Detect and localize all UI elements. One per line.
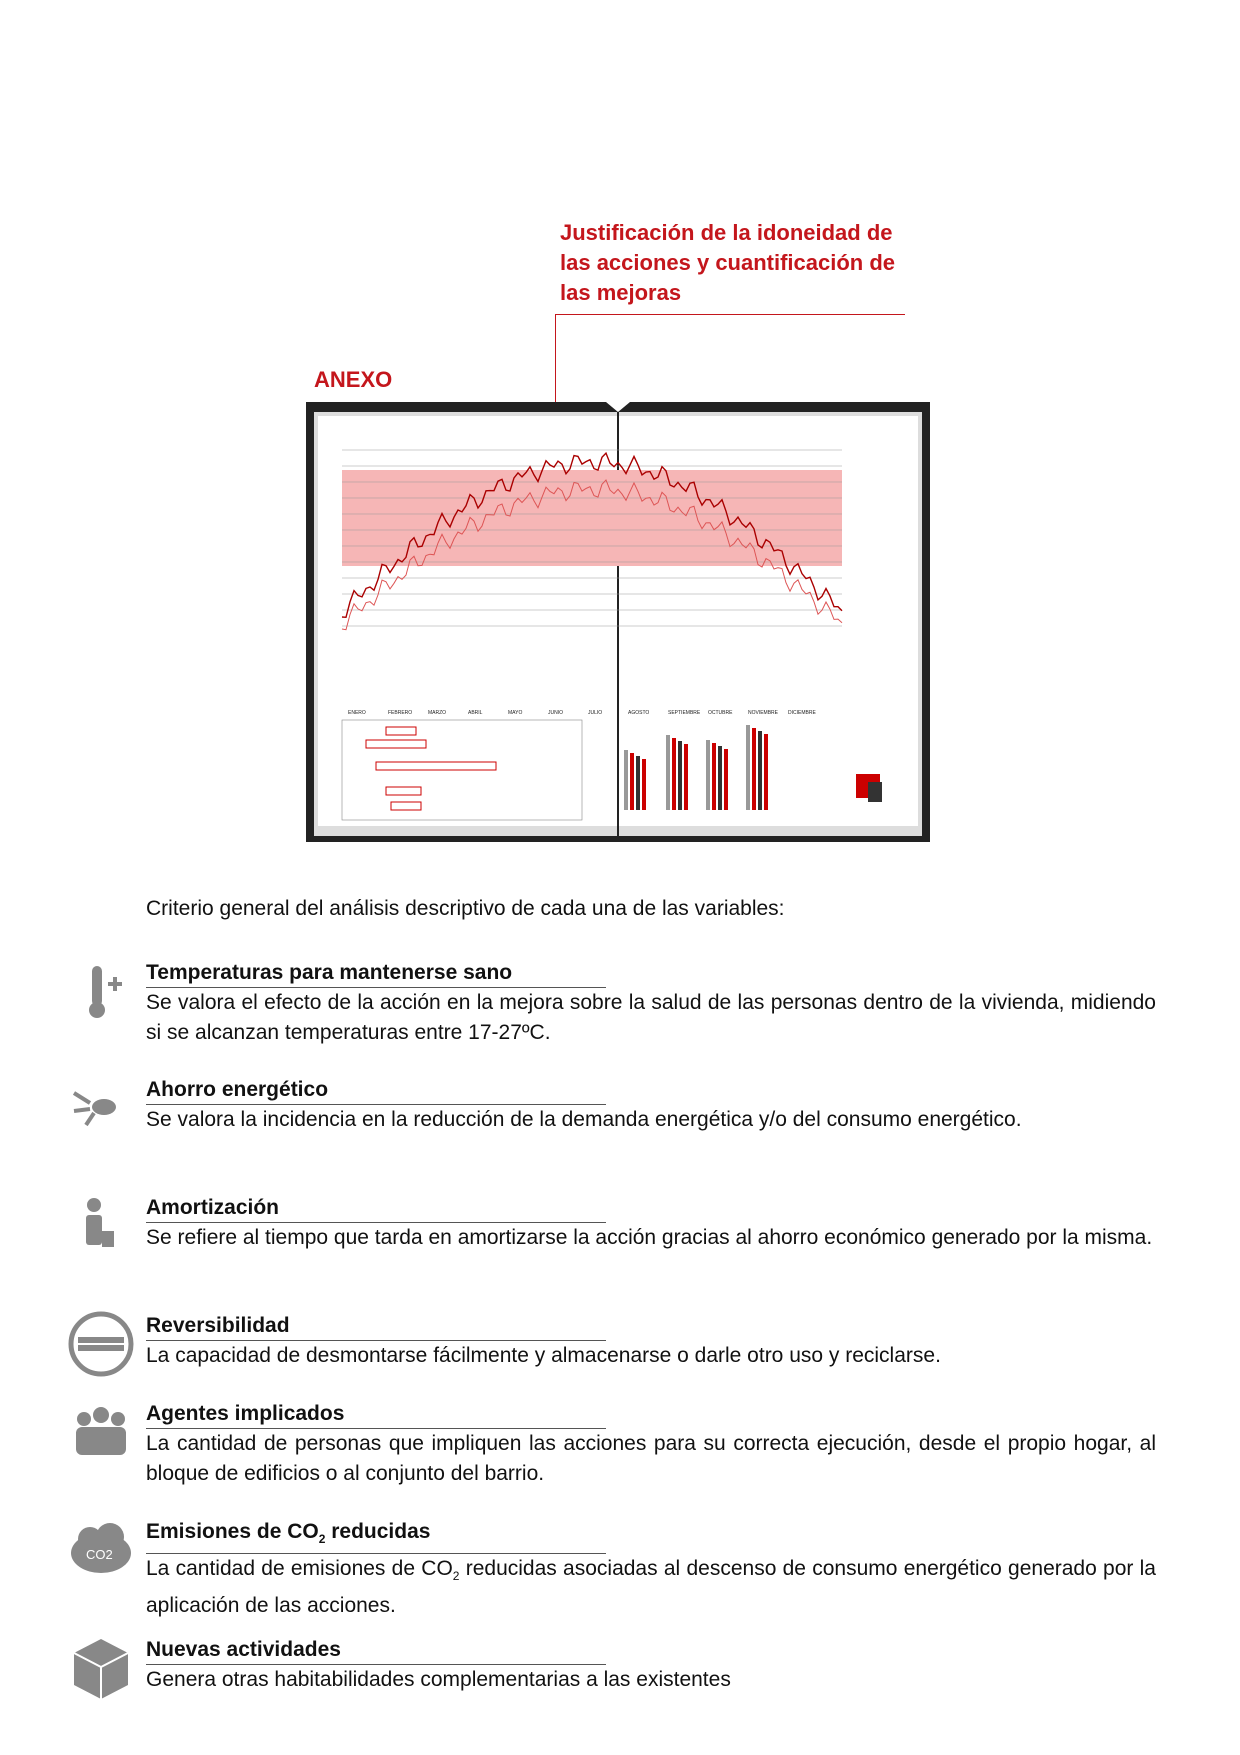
- month-label: SEPTIEMBRE: [668, 710, 701, 716]
- energy-saving-icon: [66, 1073, 136, 1143]
- reversibility-icon: [66, 1309, 136, 1379]
- intro-text: Criterio general del análisis descriptivo de cada una de las variables:: [146, 897, 785, 920]
- month-label: OCTUBRE: [708, 710, 733, 716]
- thermometer-plus-icon: [66, 956, 136, 1026]
- month-label: DICIEMBRE: [788, 710, 816, 716]
- criterion-description: Genera otras habitabilidades complementarias a las existentes: [146, 1668, 731, 1691]
- month-label: NOVIEMBRE: [748, 710, 779, 716]
- annex-book-illustration: [306, 402, 930, 842]
- bar: [684, 744, 688, 810]
- bar: [624, 750, 628, 810]
- criterion-description: Se valora la incidencia en la reducción de la demanda energética y/o del consumo energético.: [146, 1108, 1022, 1131]
- month-label: JUNIO: [548, 710, 563, 716]
- criterion-description: La cantidad de personas que impliquen las acciones para su correcta ejecución, desde el propio hogar, al bloque de edificios o al conjunto del barrio.: [146, 1432, 1156, 1485]
- month-label: MARZO: [428, 710, 447, 716]
- bar: [752, 728, 756, 810]
- criterion-description: Se valora el efecto de la acción en la mejora sobre la salud de las personas dentro de la vivienda, midiendo si se alcanzan temperaturas entre 17-27ºC.: [146, 991, 1156, 1044]
- month-label: MAYO: [508, 710, 523, 716]
- bar: [712, 743, 716, 810]
- criterion-description: La capacidad de desmontarse fácilmente y almacenarse o darle otro uso y reciclarse.: [146, 1344, 941, 1367]
- criterion-description: La cantidad de emisiones de $CO_2$ reducidas asociadas al descenso de consumo energético generado por la aplicación de las acciones.: [146, 1557, 1156, 1618]
- criterion-title: Nuevas actividades: [146, 1636, 606, 1665]
- person-money-icon: [66, 1191, 136, 1261]
- month-label: FEBRERO: [388, 710, 413, 716]
- criterion-item: [146, 958, 1156, 1048]
- month-label: ENERO: [348, 710, 366, 716]
- bar: [636, 756, 640, 810]
- month-label: JULIO: [588, 710, 603, 716]
- criterion-title: Temperaturas para mantenerse sano: [146, 959, 606, 988]
- criterion-title: Agentes implicados: [146, 1400, 606, 1429]
- bar: [642, 759, 646, 810]
- criterion-item: [146, 1517, 1156, 1621]
- criterion-title: Emisiones de $CO_2$ reducidas: [146, 1518, 606, 1554]
- criterion-item: [146, 1399, 1156, 1489]
- bar: [672, 738, 676, 810]
- bar: [678, 741, 682, 810]
- criterion-title: Ahorro energético: [146, 1076, 606, 1105]
- bar: [706, 740, 710, 810]
- bar: [718, 746, 722, 810]
- bar: [630, 753, 634, 810]
- callout-underline: [555, 314, 905, 315]
- criterion-description: Se refiere al tiempo que tarda en amortizarse la acción gracias al ahorro económico generado por la misma.: [146, 1226, 1153, 1249]
- bar: [724, 749, 728, 810]
- criterion-item: [146, 1311, 1156, 1371]
- callout-title: Justificación de la idoneidad de las acciones y cuantificación de las mejoras: [560, 220, 896, 305]
- bar: [666, 735, 670, 810]
- criterion-item: [146, 1075, 1156, 1135]
- criterion-item: [146, 1635, 1156, 1695]
- criterion-title: Reversibilidad: [146, 1312, 606, 1341]
- month-label: AGOSTO: [628, 710, 650, 716]
- co2-cloud-icon: [66, 1515, 136, 1585]
- month-label: ABRIL: [468, 710, 483, 716]
- people-group-icon: [66, 1397, 136, 1467]
- bar: [746, 725, 750, 810]
- activity-cube-icon: [66, 1633, 136, 1703]
- criterion-title: Amortización: [146, 1194, 606, 1223]
- criterion-item: [146, 1193, 1156, 1253]
- bar: [764, 734, 768, 810]
- annex-label: ANEXO: [314, 367, 393, 392]
- svg-text:CO2: CO2: [86, 1547, 113, 1562]
- bar: [758, 731, 762, 810]
